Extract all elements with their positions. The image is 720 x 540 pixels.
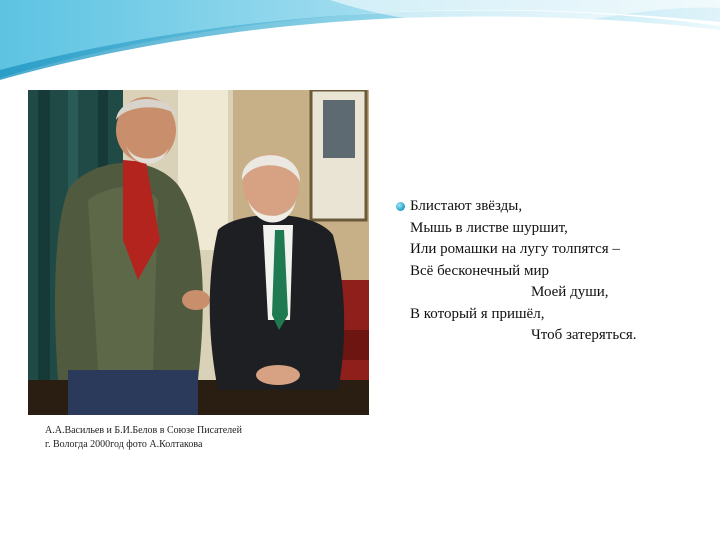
caption-line-place-date: г. Вологда 2000год фото А.Колтакова — [45, 439, 203, 450]
poem-line-text: Блистают звёзды, — [410, 198, 523, 214]
poem-line-4 — [392, 261, 712, 283]
poem-line-2 — [392, 218, 712, 240]
poem-line-text: Всё бесконечный мир — [410, 262, 549, 279]
poem-text — [392, 196, 712, 347]
bullet-icon — [396, 202, 405, 211]
photo-image — [28, 90, 369, 415]
poem-line-text: Мышь в листве шуршит, — [410, 219, 568, 236]
photo-caption — [45, 424, 375, 452]
poem-line-1 — [392, 196, 712, 218]
poem-line-3 — [392, 239, 712, 261]
poem-line-5 — [392, 282, 712, 304]
poem-line-6 — [392, 304, 712, 326]
poem-line-text: В который я пришёл, — [410, 305, 545, 322]
header-wave-decoration — [0, 0, 720, 90]
poem-line-text: Моей души, — [531, 284, 609, 300]
poem-line-text: Чтоб затеряться. — [531, 327, 637, 343]
caption-line-names: А.А.Васильев и Б.И.Белов в Союзе Писателей — [45, 425, 242, 436]
poem-line-7 — [392, 325, 712, 347]
photo-two-writers — [28, 90, 369, 415]
poem-line-text: Или ромашки на лугу толпятся – — [410, 241, 620, 257]
